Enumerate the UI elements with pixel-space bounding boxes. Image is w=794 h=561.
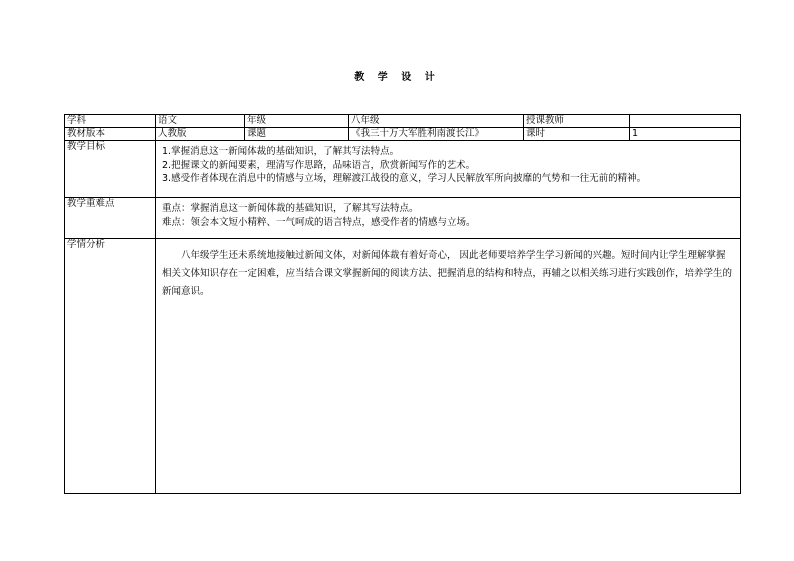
topic-value: 《我三十万大军胜利南渡长江》 (349, 128, 524, 141)
goals-label: 教学目标 (65, 141, 156, 198)
edition-value: 人教版 (156, 128, 245, 141)
table-row (65, 128, 741, 141)
subject-label: 学科 (65, 115, 156, 128)
analysis-label: 学情分析 (65, 239, 156, 494)
grade-value: 八年级 (349, 115, 524, 128)
teacher-label: 授课教师 (524, 115, 630, 128)
table-row (65, 239, 741, 494)
subject-value: 语文 (156, 115, 245, 128)
goal-item: 3.感受作者体现在消息中的情感与立场，理解渡江战役的意义，学习人民解放军所向披靡的气势和一往无前的精神。 (162, 173, 647, 184)
table-row (65, 198, 741, 239)
goal-item: 2.把握课文的新闻要素，理清写作思路，品味语言，欣赏新闻写作的艺术。 (162, 159, 476, 171)
key-point: 重点：掌握消息这一新闻体裁的基础知识，了解其写法特点。 (162, 203, 419, 214)
table-row (65, 141, 741, 198)
page-title: 教 学 设 计 (354, 72, 440, 83)
goals-list (158, 141, 740, 186)
difficult-point: 难点：领会本文短小精粹、一气呵成的语言特点，感受作者的情感与立场。 (162, 217, 476, 228)
keypoints-label: 教学重难点 (65, 198, 156, 239)
grade-label: 年级 (245, 115, 349, 128)
hours-label: 课时 (524, 128, 630, 141)
teacher-value (630, 115, 741, 128)
analysis-cell (156, 239, 741, 494)
keypoints-cell (156, 198, 741, 239)
hours-value: 1 (630, 128, 741, 141)
edition-label: 教材版本 (65, 128, 156, 141)
table-row (65, 115, 741, 128)
goal-item: 1.掌握消息这一新闻体裁的基础知识，了解其写法特点。 (162, 146, 400, 157)
analysis-text: 八年级学生还未系统地接触过新闻文体，对新闻体裁有着好奇心， 因此老师要培养学生学习新闻的兴趣。短时间内让学生理解掌握相关文体知识存在一定困难，应当结合课文掌握新闻的阅读方法、把握消息的结构和特点，再辅之以相关练习进行实践创作，培养学生的新闻意识。 (162, 250, 733, 297)
topic-label: 课题 (245, 128, 349, 141)
lesson-plan-table (64, 114, 741, 494)
goals-cell (156, 141, 741, 198)
